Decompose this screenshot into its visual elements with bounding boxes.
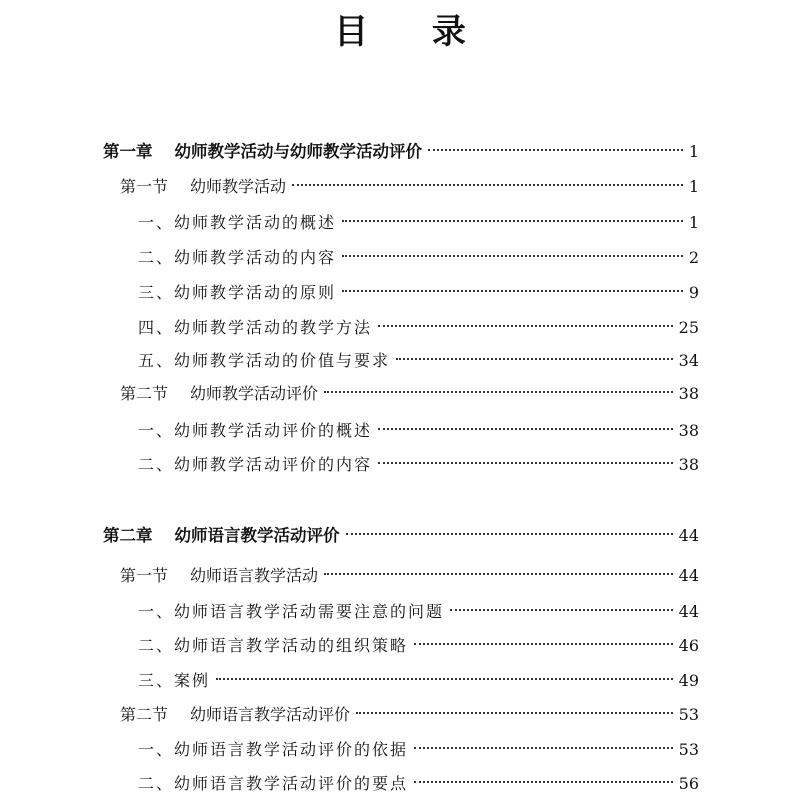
dot-leader (414, 643, 673, 645)
page-number: 25 (678, 318, 699, 337)
page-number: 34 (678, 351, 699, 370)
toc-section-1-1[interactable] (120, 174, 699, 200)
toc-item[interactable] (138, 668, 699, 694)
item-title: 二、幼师教学活动评价的内容 (138, 455, 373, 474)
page-number: 1 (688, 177, 699, 196)
chapter-title: 幼师教学活动与幼师教学活动评价 (174, 142, 422, 161)
dot-leader (378, 325, 673, 327)
dot-leader (342, 290, 683, 292)
section-label: 第二节 (120, 384, 169, 403)
toc-chapter-1[interactable] (103, 139, 699, 165)
dot-leader (414, 747, 673, 749)
toc-chapter-2[interactable] (103, 523, 699, 549)
page-number: 56 (678, 774, 699, 793)
toc-item[interactable] (138, 280, 699, 306)
page-number: 9 (688, 283, 699, 302)
section-title: 幼师教学活动 (190, 177, 287, 196)
item-title: 二、幼师教学活动的内容 (138, 248, 337, 267)
toc-item[interactable] (138, 210, 699, 236)
item-title: 二、幼师语言教学活动的组织策略 (138, 636, 409, 655)
dot-leader (378, 462, 673, 464)
item-title: 四、幼师教学活动的教学方法 (138, 318, 373, 337)
dot-leader (342, 255, 683, 257)
dot-leader (356, 712, 673, 714)
chapter-label: 第一章 (103, 142, 153, 161)
page-number: 38 (678, 421, 699, 440)
dot-leader (450, 609, 673, 611)
page-number: 1 (688, 213, 699, 232)
item-title: 一、幼师教学活动评价的概述 (138, 421, 373, 440)
section-title: 幼师语言教学活动评价 (190, 705, 351, 724)
page-number: 1 (688, 142, 699, 161)
page-number: 53 (678, 740, 699, 759)
toc-item[interactable] (138, 315, 699, 341)
chapter-label: 第二章 (103, 526, 153, 545)
item-title: 三、幼师教学活动的原则 (138, 283, 337, 302)
item-title: 一、幼师语言教学活动需要注意的问题 (138, 602, 445, 621)
dot-leader (342, 220, 683, 222)
dot-leader (396, 358, 673, 360)
toc-item[interactable] (138, 633, 699, 659)
toc-item[interactable] (138, 599, 699, 625)
page-number: 46 (678, 636, 699, 655)
toc-item[interactable] (138, 348, 699, 374)
section-label: 第一节 (120, 177, 169, 196)
section-title: 幼师教学活动评价 (190, 384, 319, 403)
dot-leader (378, 428, 673, 430)
page-title: 目 录 (334, 12, 492, 52)
toc-section-2-2[interactable] (120, 702, 699, 728)
item-title: 一、幼师教学活动的概述 (138, 213, 337, 232)
toc-item[interactable] (138, 418, 699, 444)
page-number: 44 (678, 602, 699, 621)
toc-section-2-1[interactable] (120, 563, 699, 589)
dot-leader (324, 391, 673, 393)
page-number: 2 (688, 248, 699, 267)
page-number: 49 (678, 671, 699, 690)
section-label: 第一节 (120, 566, 169, 585)
item-title: 二、幼师语言教学活动评价的要点 (138, 774, 409, 793)
page-number: 44 (678, 526, 699, 545)
chapter-title: 幼师语言教学活动评价 (174, 526, 340, 545)
toc-item[interactable] (138, 771, 699, 797)
dot-leader (346, 533, 673, 535)
page-number: 44 (678, 566, 699, 585)
dot-leader (292, 184, 683, 186)
item-title: 三、案例 (138, 671, 211, 690)
page-number: 38 (678, 455, 699, 474)
page-number: 38 (678, 384, 699, 403)
item-title: 一、幼师语言教学活动评价的依据 (138, 740, 409, 759)
section-title: 幼师语言教学活动 (190, 566, 319, 585)
toc-section-1-2[interactable] (120, 381, 699, 407)
toc-item[interactable] (138, 452, 699, 478)
dot-leader (216, 678, 673, 680)
page-number: 53 (678, 705, 699, 724)
toc-item[interactable] (138, 737, 699, 763)
dot-leader (428, 149, 683, 151)
toc-item[interactable] (138, 245, 699, 271)
dot-leader (324, 573, 673, 575)
dot-leader (414, 781, 673, 783)
item-title: 五、幼师教学活动的价值与要求 (138, 351, 391, 370)
section-label: 第二节 (120, 705, 169, 724)
